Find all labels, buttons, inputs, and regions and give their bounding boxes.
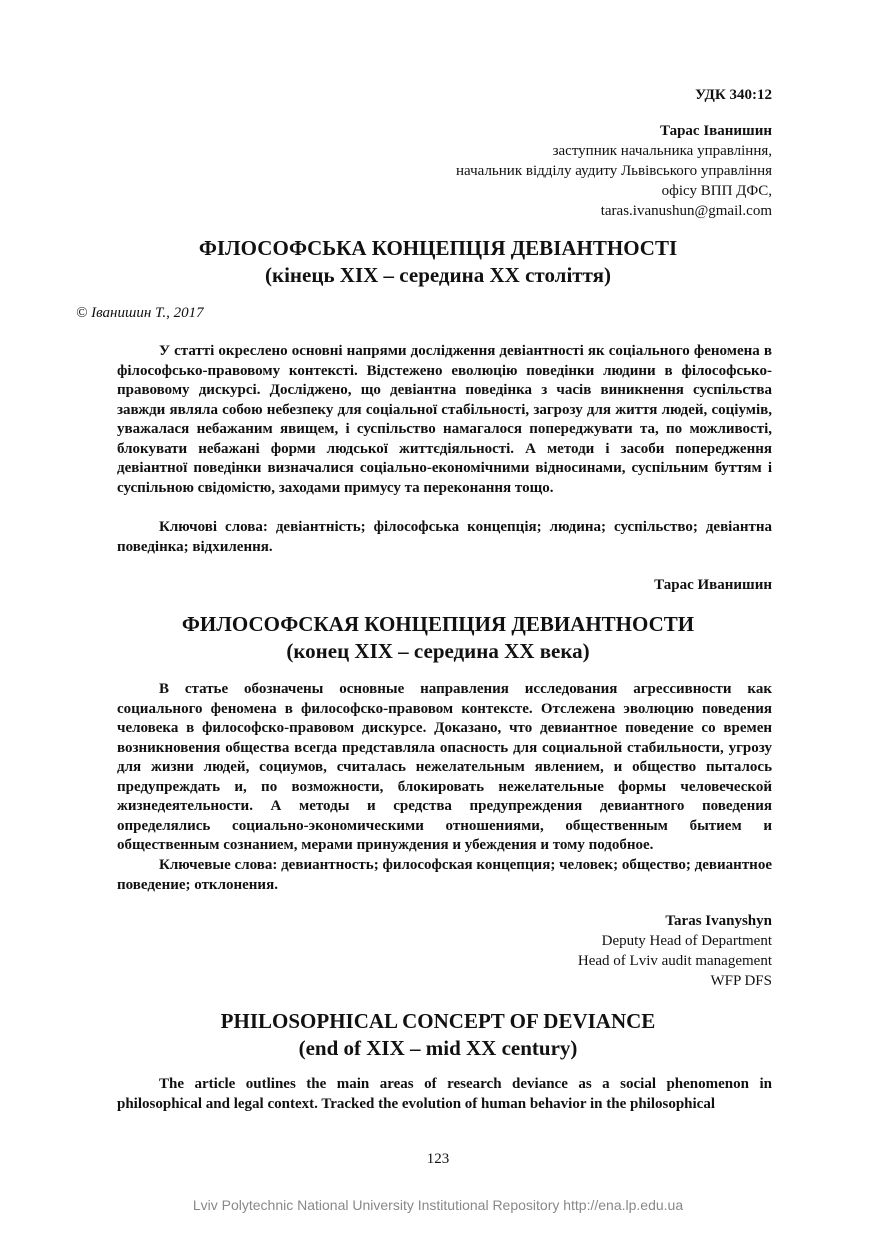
page-number: 123 [426,1151,450,1167]
title-ru-line1: ФИЛОСОФСКАЯ КОНЦЕПЦИЯ ДЕВИАНТНОСТИ [181,612,695,636]
author-office-en: WFP DFS [710,973,772,989]
author-name-en: Taras Ivanyshyn [665,913,772,929]
author-block-ua [456,121,772,221]
author-position-ua: заступник начальника управління, [552,143,772,159]
title-ru-line2: (конец ХІХ – середина ХХ века) [286,639,590,663]
abstract-ua: У статті окреслено основні напрями дослідження девіантності як соціального феномена в філософсько-правовому контексті. Відстежено еволюцію поведінки людини в філософсько-правовому дискурсі. Досліджено, що девіантна поведінка з часів виникнення суспільства завжди являла собою небезпеку для соціальної стабільності, загрозу для життя людей, соціумів, уважалася небажаним явищем, і суспільство намагалося попереджувати та, по можливості, блокувати небажані форми людської життєдіяльності. А методи і засоби попередження девіантної поведінки визначалися соціально-економічними відносинами, суспільним буттям і суспільною свідомістю, заходами примусу та переконання тощо. [117,343,772,496]
author-department-ua: начальник відділу аудиту Львівського управління [456,163,772,179]
author-department-en: Head of Lviv audit management [577,953,772,969]
copyright: © Іванишин Т., 2017 [76,305,204,321]
author-block-en [578,911,772,991]
abstract-en: The article outlines the main areas of research deviance as a social phenomenon in philosophical and legal context. Tracked the evolution of human behavior in the philosophical [117,1076,772,1112]
udk-text: УДК 340:12 [695,87,772,103]
title-en [104,1008,772,1062]
abstract-ru: В статье обозначены основные направления исследования агрессивности как социального феномена в философско-правовом контексте. Отслежена эволюцию поведения человека в философско-правовом дискурсе. Доказано, что девиантное поведение со времен возникновения общества всегда представляла опасность для социальной стабильности, угрозу для жизни людей, социумов, считалась нежелательным явлением, и общество пыталось предупреждать и, по возможности, блокировать нежелательные формы человеческой жизнедеятельности. А методы и средства предупреждения девиантного поведения определялись социально-экономическими отношениями, общественным бытием и общественным сознанием, мерами принуждения и убеждения и тому подобное. [117,681,772,853]
author-email: taras.ivanushun@gmail.com [600,203,772,219]
title-ua-line2: (кінець ХІХ – середина ХХ століття) [265,263,611,287]
keywords-ru: Ключевые слова: девиантность; философская концепция; человек; общество; девиантное поведение; отклонения. [117,857,772,893]
repository-footer: Lviv Polytechnic National University Institutional Repository http://ena.lp.edu.ua [192,1197,684,1213]
author-position-en: Deputy Head of Department [601,933,772,949]
title-en-line2: (end of XIX – mid XX century) [298,1036,578,1060]
author-office-ua: офісу ВПП ДФС, [661,183,772,199]
title-ua [104,235,772,289]
keywords-ua: Ключові слова: девіантність; філософська концепція; людина; суспільство; девіантна поведінка; відхилення. [117,519,772,555]
author-name-ru: Тарас Иванишин [654,577,772,593]
udk-code [695,85,772,105]
title-ru [104,611,772,665]
author-block-ru [654,575,772,595]
author-name-ua: Тарас Іванишин [659,123,772,139]
title-ua-line1: ФІЛОСОФСЬКА КОНЦЕПЦІЯ ДЕВІАНТНОСТІ [198,236,678,260]
title-en-line1: PHILOSOPHICAL CONCEPT OF DEVIANCE [220,1009,656,1033]
